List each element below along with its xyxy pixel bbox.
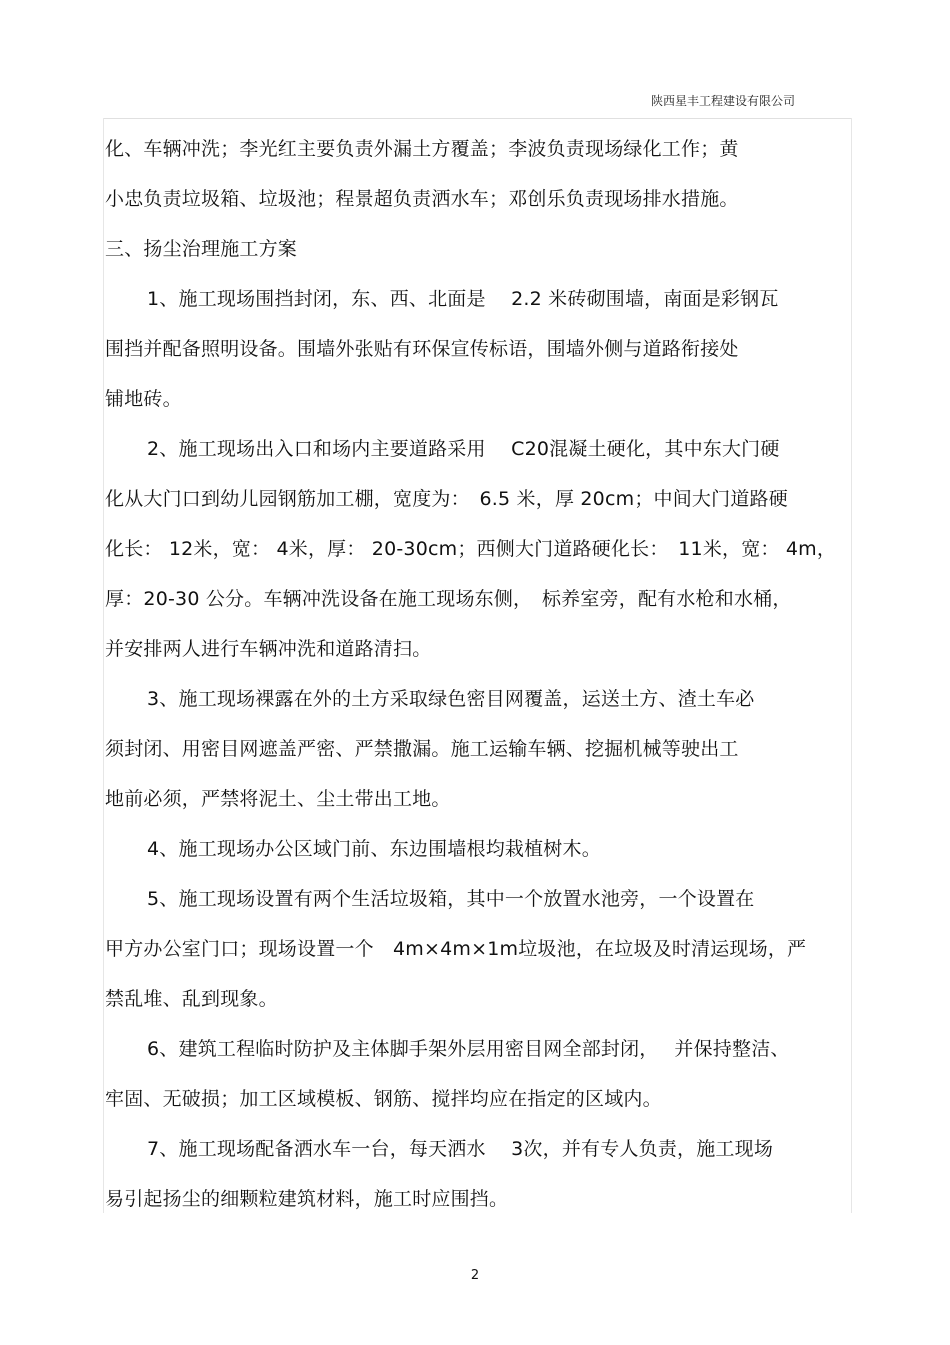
body-line: 2、施工现场出入口和场内主要道路采用 C20混凝土硬化，其中东大门硬 <box>147 438 780 460</box>
body-line: 1、施工现场围挡封闭，东、西、北面是 2.2 米砖砌围墙，南面是彩钢瓦 <box>147 288 779 310</box>
section-heading: 三、扬尘治理施工方案 <box>105 238 298 260</box>
body-line: 须封闭、用密目网遮盖严密、严禁撒漏。施工运输车辆、挖掘机械等驶出工 <box>105 738 739 760</box>
body-line: 化、车辆冲洗；李光红主要负责外漏土方覆盖；李波负责现场绿化工作；黄 <box>105 138 739 160</box>
body-line: 化长： 12米，宽： 4米，厚： 20-30cm；西侧大门道路硬化长： 11米，宽： 4m， <box>105 538 837 560</box>
body-line: 3、施工现场裸露在外的土方采取绿色密目网覆盖，运送土方、渣土车必 <box>147 688 755 710</box>
body-line: 铺地砖。 <box>105 388 182 410</box>
body-line: 4、施工现场办公区域门前、东边围墙根均栽植树木。 <box>147 838 601 860</box>
header-divider <box>103 118 851 119</box>
body-line: 围挡并配备照明设备。围墙外张贴有环保宣传标语，围墙外侧与道路衔接处 <box>105 338 739 360</box>
left-margin-rule <box>103 118 104 1213</box>
body-line: 并安排两人进行车辆冲洗和道路清扫。 <box>105 638 432 660</box>
body-line: 甲方办公室门口；现场设置一个 4m×4m×1m垃圾池，在垃圾及时清运现场，严 <box>105 938 807 960</box>
body-line: 小忠负责垃圾箱、垃圾池；程景超负责洒水车；邓创乐负责现场排水措施。 <box>105 188 739 210</box>
body-line: 5、施工现场设置有两个生活垃圾箱，其中一个放置水池旁，一个设置在 <box>147 888 755 910</box>
body-line: 地前必须，严禁将泥土、尘土带出工地。 <box>105 788 451 810</box>
body-line: 厚：20-30 公分。车辆冲洗设备在施工现场东侧， 标养室旁，配有水枪和水桶， <box>105 588 792 610</box>
right-margin-rule <box>851 118 852 1213</box>
body-line: 禁乱堆、乱到现象。 <box>105 988 278 1010</box>
page-number: 2 <box>470 1268 480 1283</box>
body-line: 6、建筑工程临时防护及主体脚手架外层用密目网全部封闭， 并保持整洁、 <box>147 1038 790 1060</box>
body-line: 易引起扬尘的细颗粒建筑材料，施工时应围挡。 <box>105 1188 509 1210</box>
header-company-name: 陕西星丰工程建设有限公司 <box>650 94 795 108</box>
body-line: 化从大门口到幼儿园钢筋加工棚，宽度为： 6.5 米，厚 20cm；中间大门道路硬 <box>105 488 788 510</box>
body-line: 7、施工现场配备洒水车一台，每天洒水 3次，并有专人负责，施工现场 <box>147 1138 774 1160</box>
body-line: 牢固、无破损；加工区域模板、钢筋、搅拌均应在指定的区域内。 <box>105 1088 662 1110</box>
document-body <box>105 124 850 1224</box>
